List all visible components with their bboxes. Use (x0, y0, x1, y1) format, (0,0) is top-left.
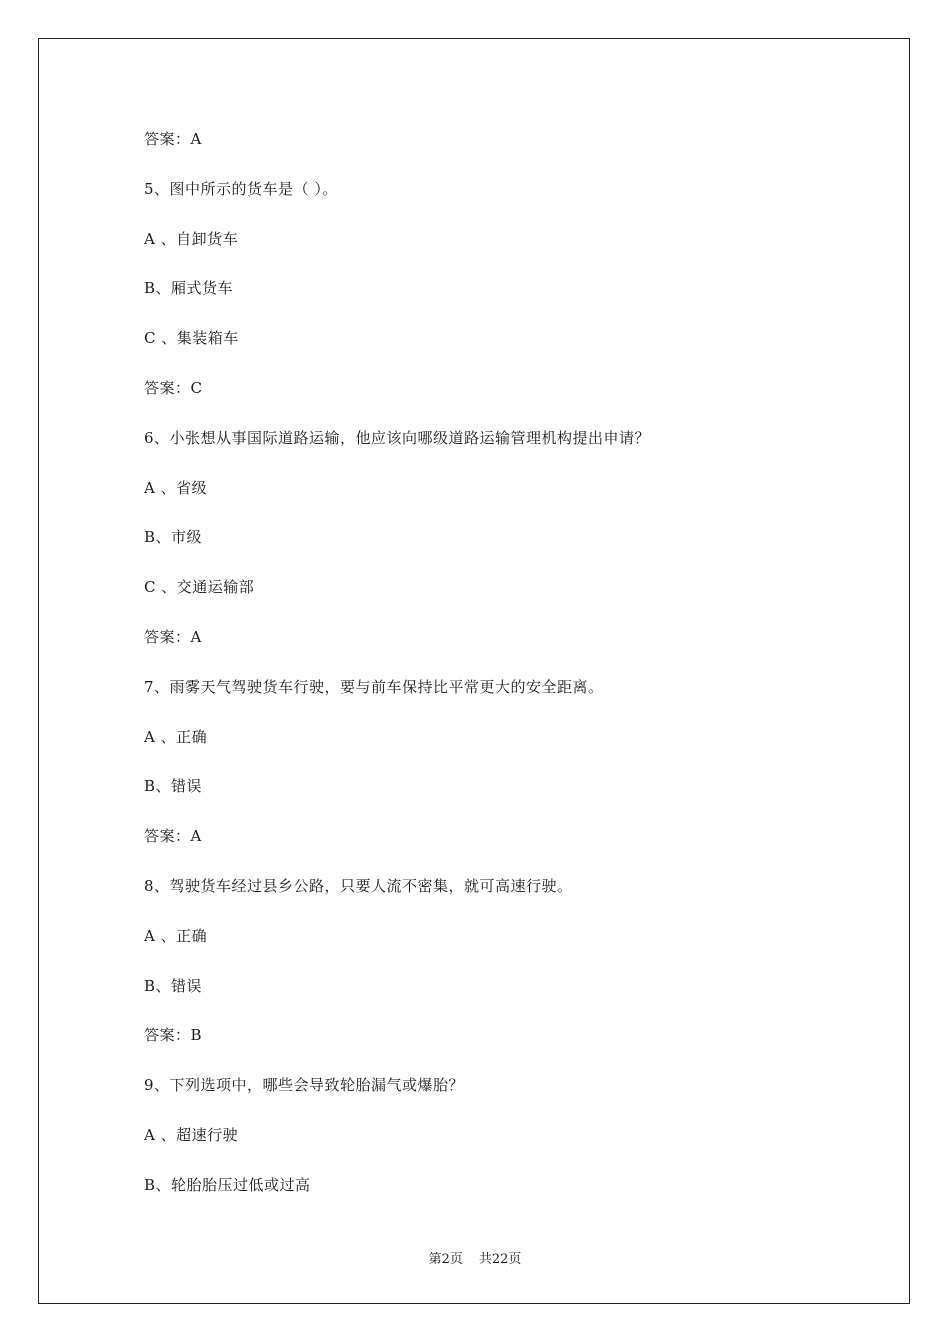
page-number: 第2页 (428, 1252, 463, 1267)
option-line: A 、正确 (144, 727, 208, 746)
document-body (144, 126, 844, 1222)
option-line: A 、超速行驶 (144, 1125, 239, 1144)
option-line: C 、交通运输部 (144, 578, 255, 597)
option-line: B、市级 (144, 528, 203, 547)
answer-line: 答案：A (144, 827, 202, 846)
answer-line: 答案：C (144, 378, 203, 397)
option-line: C 、集装箱车 (144, 329, 239, 348)
option-line: B、错误 (144, 976, 203, 995)
question-8: 8、驾驶货车经过县乡公路，只要人流不密集，就可高速行驶。 (144, 876, 573, 895)
question-7: 7、雨雾天气驾驶货车行驶，要与前车保持比平常更大的安全距离。 (144, 677, 604, 696)
option-line: A 、省级 (144, 478, 208, 497)
option-line: A 、正确 (144, 926, 208, 945)
option-line: B、厢式货车 (144, 279, 234, 298)
page-total: 共22页 (478, 1252, 522, 1267)
option-line: B、错误 (144, 777, 203, 796)
answer-line: 答案：A (144, 627, 202, 646)
page-footer (0, 1248, 950, 1267)
answer-line: 答案：A (144, 130, 202, 148)
answer-line: 答案：B (144, 1026, 203, 1045)
question-5: 5、图中所示的货车是（ ）。 (144, 179, 338, 198)
question-9: 9、下列选项中，哪些会导致轮胎漏气或爆胎？ (144, 1076, 465, 1095)
question-6: 6、小张想从事国际道路运输，他应该向哪级道路运输管理机构提出申请？ (144, 428, 651, 447)
option-line: B、轮胎胎压过低或过高 (144, 1175, 311, 1194)
option-line: A 、自卸货车 (144, 229, 239, 248)
